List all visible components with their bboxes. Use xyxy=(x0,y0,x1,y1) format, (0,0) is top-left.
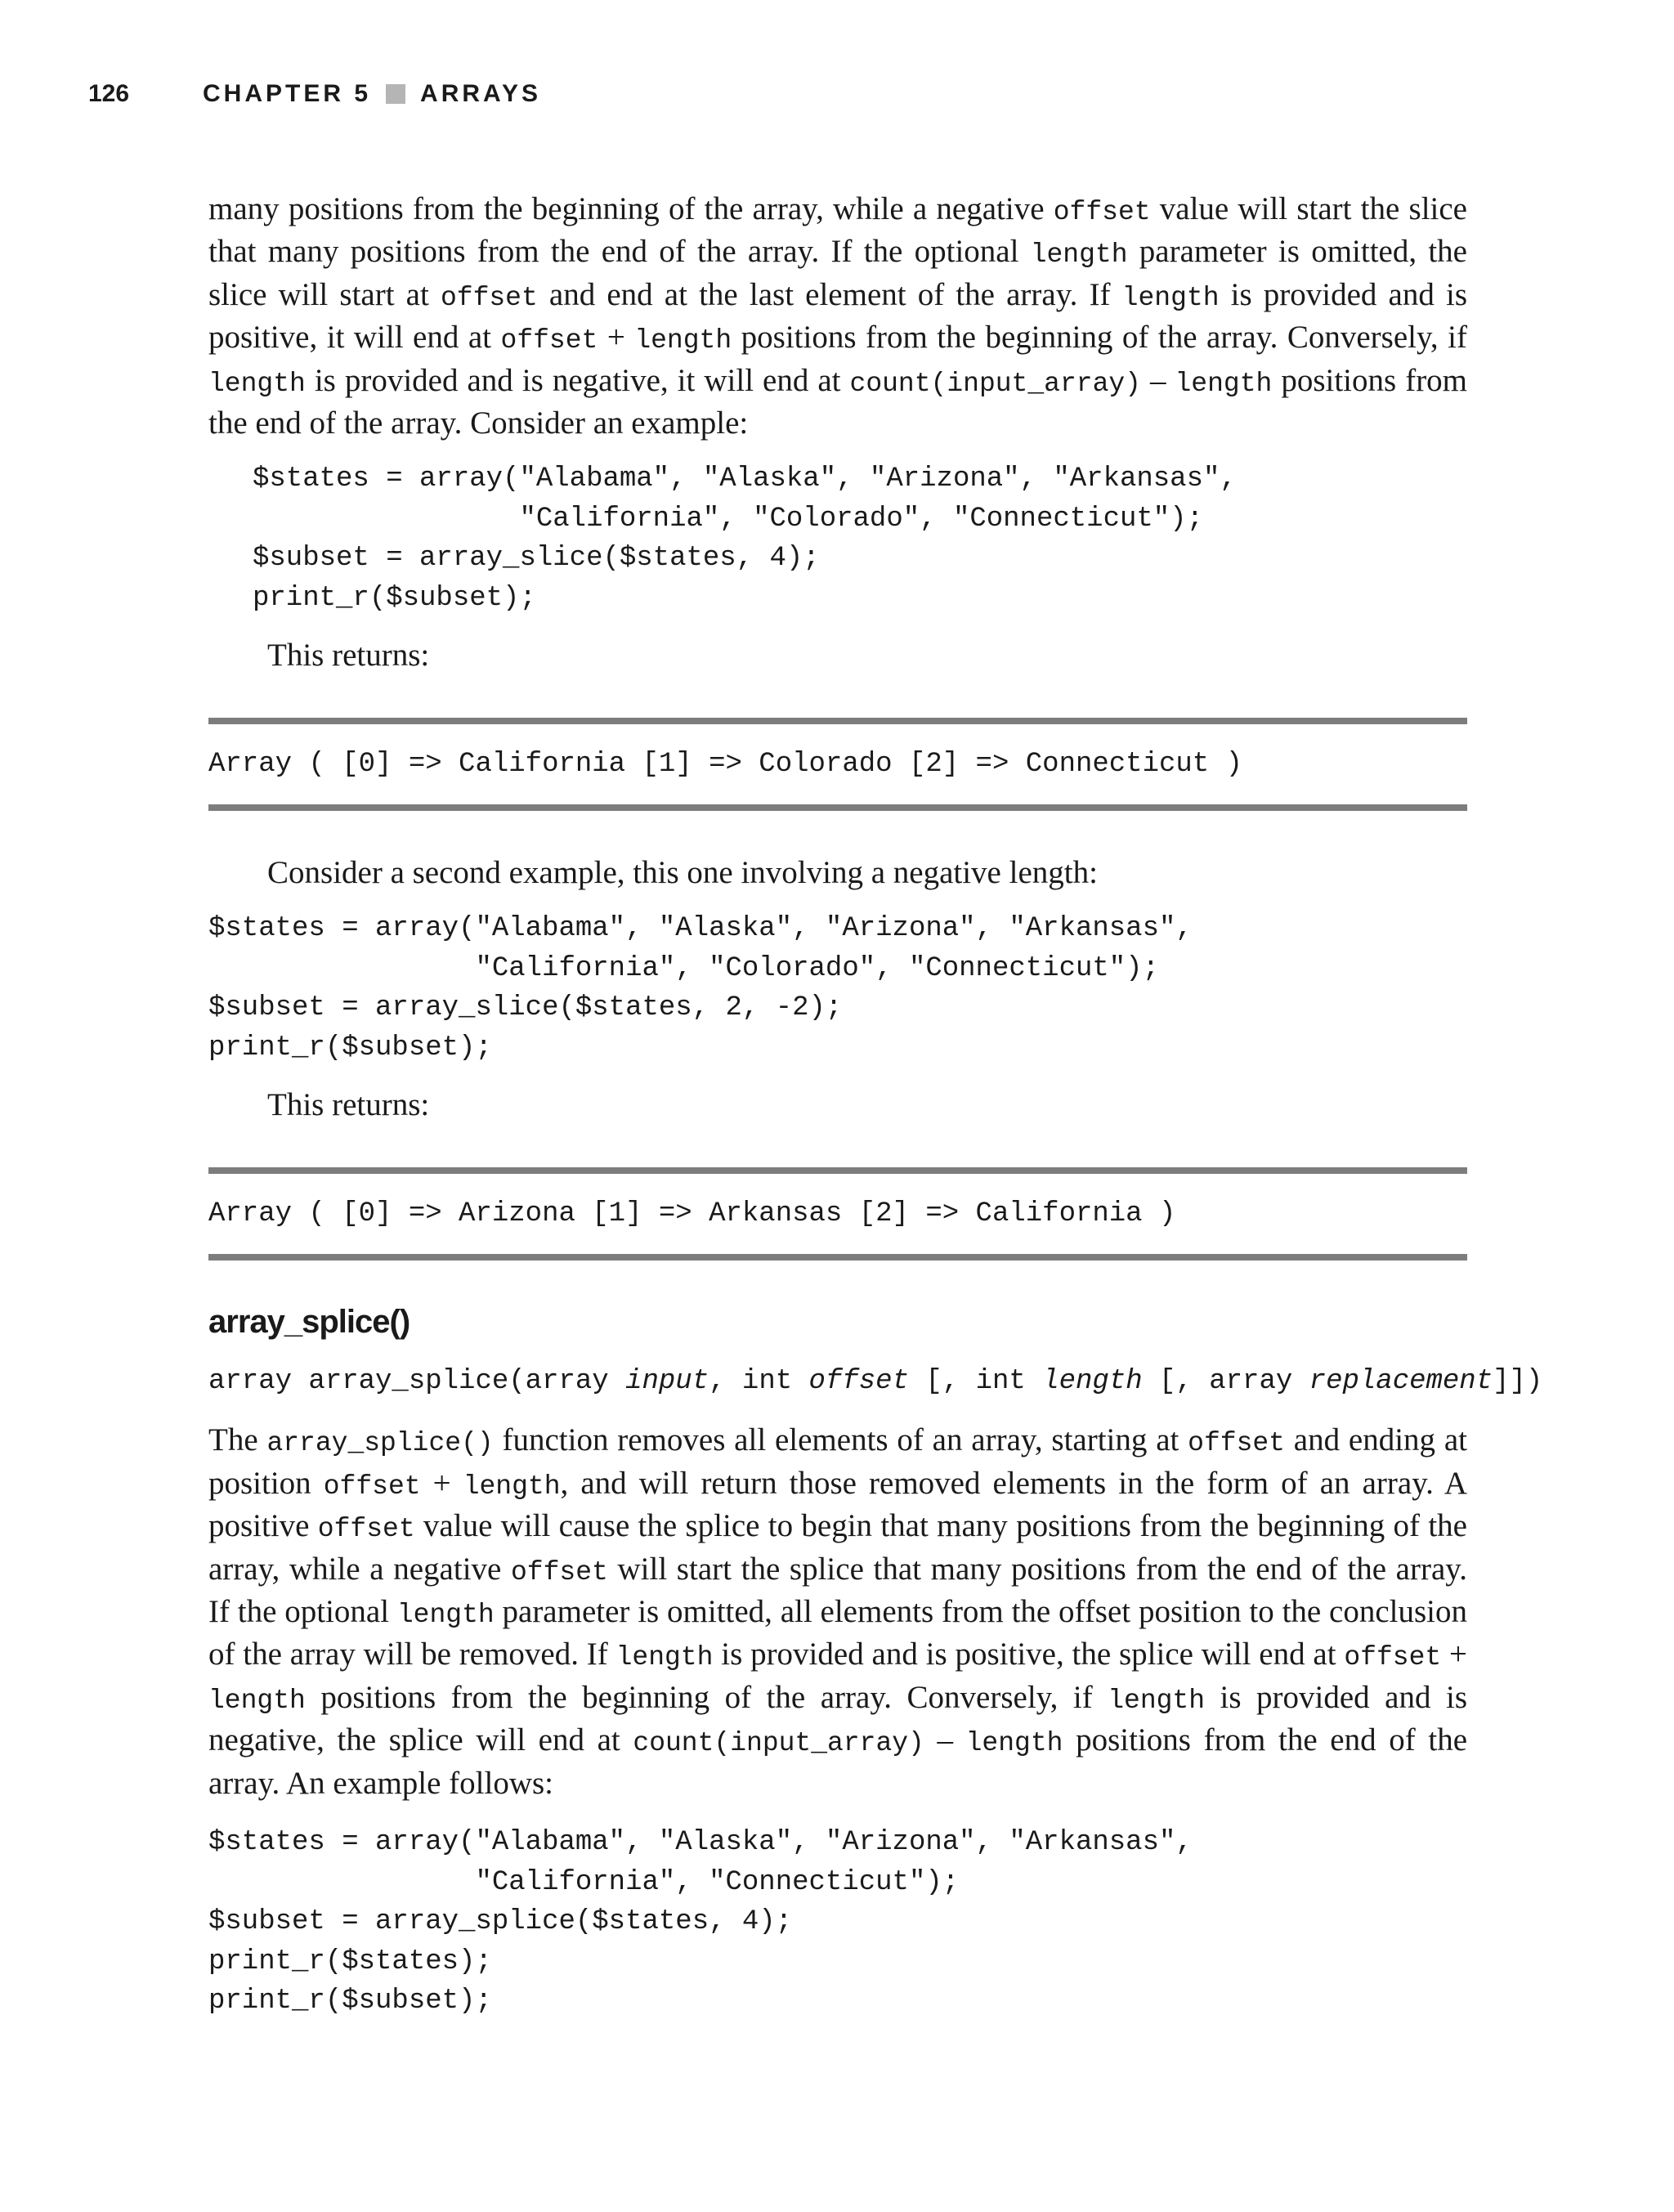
code-output: Array ( [0] => California [1] => Colorado [2] => Connecticut ) xyxy=(208,749,1243,781)
page-content xyxy=(208,190,1543,2022)
running-header xyxy=(88,80,1674,119)
inline-code: offset xyxy=(1344,1642,1442,1673)
square-separator-icon xyxy=(386,84,405,104)
chapter-title xyxy=(203,80,541,108)
code-example-splice: $states = array("Alabama", "Alaska", "Arizona", "Arkansas", "California", "Connecticut"); $subset = array_splice($states, 4); print_r($states); print_r($subset); xyxy=(208,1827,1193,2017)
inline-code: offset xyxy=(440,282,538,313)
code-output: Array ( [0] => Arizona [1] => Arkansas [2] => California ) xyxy=(208,1198,1176,1230)
inline-code: length xyxy=(965,1728,1063,1759)
inline-code: offset xyxy=(511,1556,608,1587)
inline-code: length xyxy=(1121,282,1220,313)
code-example-slice: $states = array("Alabama", "Alaska", "Arizona", "Arkansas", "California", "Colorado", "Connecticut"); $subset = array_slice($states, 4); print_r($subset); xyxy=(253,463,1237,614)
inline-code: offset xyxy=(500,325,598,356)
paragraph-slice-description: many positions from the beginning of the array, while a negative offset value will start the slice that many positions from the end of the array. If the optional length parameter is omitted, the slice will start at offset and end at the last element of the array. If length is provided and is positive, it will end at offset + length positions from the beginning of the array. Conversely, if length is provided and is negative, it will end at count(input_array) – length positions from the end of the array. Consider an example: xyxy=(208,191,1468,441)
inline-code: offset xyxy=(1053,197,1151,227)
inline-code: length xyxy=(615,1642,714,1673)
paragraph-splice-description: The array_splice() function removes all elements of an array, starting at offset and ending at position offset + length, and will return those removed elements in the form of an array. A positive offset value will cause the splice to begin that many positions from the beginning of the array, while a negative offset will start the splice that many positions from the end of the array. If the optional length parameter is omitted, all elements from the offset position to the conclusion of the array will be removed. If length is provided and is positive, the splice will end at offset + length positions from the beginning of the array. Conversely, if length is provided and is negative, the splice will end at count(input_array) – length positions from the end of the array. An example follows: xyxy=(208,1422,1468,1801)
inline-code: offset xyxy=(323,1471,421,1502)
returns-label: This returns: xyxy=(267,1087,430,1123)
inline-code: offset xyxy=(1188,1428,1285,1459)
inline-code: array_splice() xyxy=(266,1428,494,1459)
paragraph-second-example: Consider a second example, this one involving a negative length: xyxy=(267,855,1098,891)
returns-label: This returns: xyxy=(267,638,430,674)
inline-code: count(input_array) xyxy=(849,368,1141,399)
function-signature: array array_splice(array input, int offset [, int length [, array replacement]]) xyxy=(208,1366,1543,1398)
code-example-negative-length: $states = array("Alabama", "Alaska", "Arizona", "Arkansas", "California", "Colorado", "Connecticut"); $subset = array_slice($states, 2, -2); print_r($subset); xyxy=(208,913,1193,1063)
chapter-label: CHAPTER 5 xyxy=(203,80,372,107)
page-number: 126 xyxy=(88,80,130,107)
inline-code: length xyxy=(1030,240,1128,271)
inline-code: length xyxy=(1108,1685,1206,1716)
output-box xyxy=(208,718,1467,811)
section-label: ARRAYS xyxy=(420,80,541,107)
output-box xyxy=(208,1167,1467,1260)
inline-code: length xyxy=(396,1600,495,1631)
inline-code: length xyxy=(208,368,306,399)
inline-code: length xyxy=(208,1685,306,1716)
inline-code: length xyxy=(1175,368,1273,399)
inline-code: length xyxy=(463,1471,561,1502)
section-heading: array_splice() xyxy=(208,1304,410,1341)
inline-code: offset xyxy=(317,1514,415,1545)
inline-code: length xyxy=(634,325,732,356)
inline-code: count(input_array) xyxy=(633,1728,924,1759)
